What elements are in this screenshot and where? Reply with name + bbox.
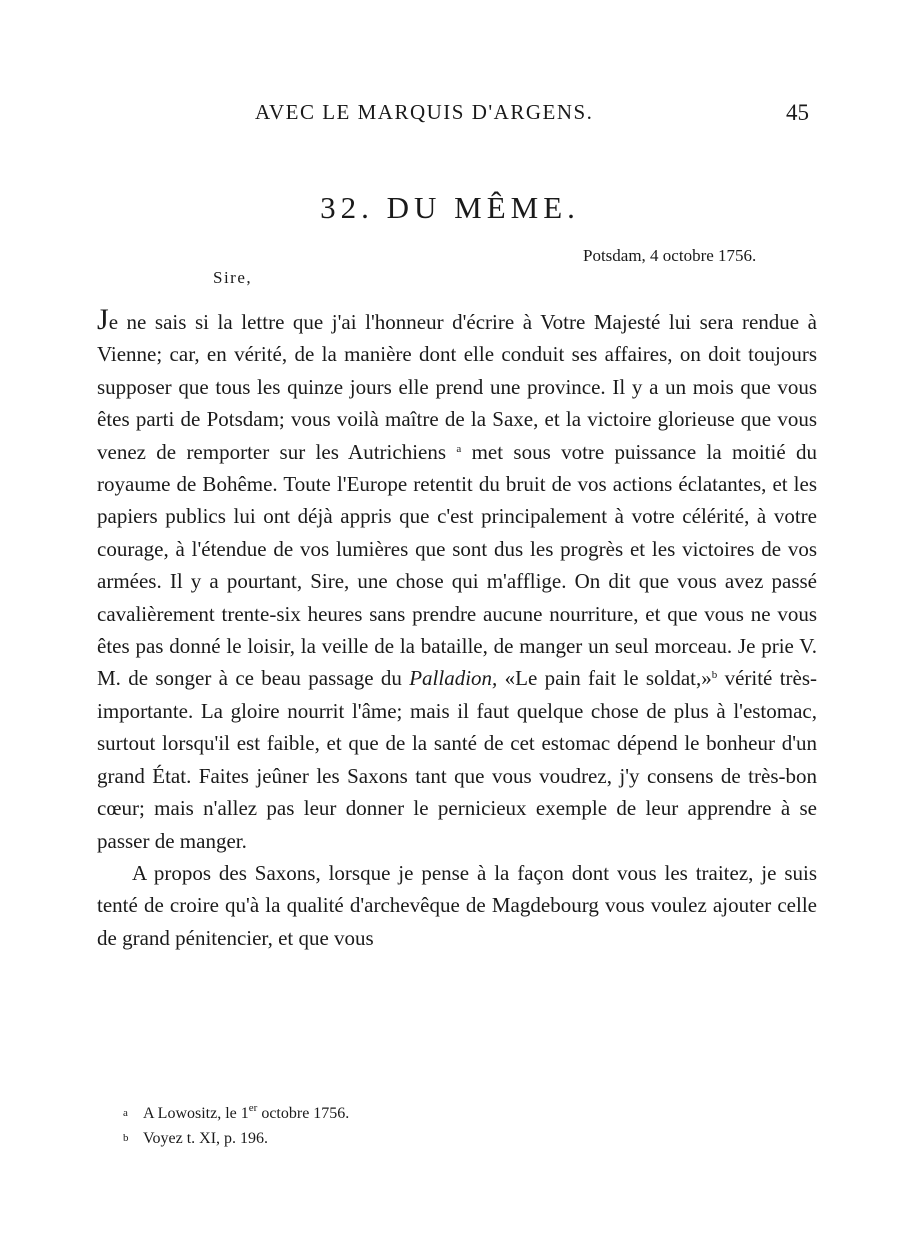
footnote-mark: a: [123, 1107, 128, 1119]
paragraph-1-text-c: «Le pain fait le soldat,»: [497, 666, 712, 691]
footnote-ordinal-sup: er: [248, 1102, 258, 1114]
paragraph-2: A propos des Saxons, lorsque je pense à la façon dont vous les traitez, je suis tenté de croire qu'à la qualité d'archevêque de Magdebourg vous voulez ajouter celle de grand pénitencier, et que vous: [97, 860, 817, 950]
footnote-ref-b[interactable]: b: [711, 669, 718, 682]
running-title: AVEC LE MARQUIS D'ARGENS.: [255, 100, 594, 124]
letter-body: [97, 303, 818, 954]
salutation: Sire,: [213, 268, 253, 287]
drop-cap: J: [97, 303, 109, 336]
letter-title: 32. DU MÊME.: [320, 190, 580, 225]
footnotes: [123, 1101, 349, 1151]
paragraph-1: [97, 303, 818, 857]
footnote-text-end: octobre 1756.: [257, 1105, 350, 1122]
page-number: 45: [786, 100, 809, 125]
paragraph-1-text-a: e ne sais si la lettre que j'ai l'honneur d'écrire à Votre Majesté lui sera rendue à Vienne; car, en vérité, de la manière dont elle conduit ses affaires, on doit toujours supposer que tous les quinze jours elle prend une province. Il y a un mois que vous êtes parti de Potsdam; vous voilà maître de la Saxe, et la victoire glorieuse que vous venez de remporter sur les Autrichiens: [97, 310, 817, 464]
paragraph-1-text-b: met sous votre puissance la moitié du royaume de Bohême. Toute l'Europe retentit du bruit de vos actions éclatantes, et les papiers publics lui ont déjà appris que c'est principalement à votre célérité, à votre courage, à l'étendue de vos lumières que sont dus les progrès et les victoires de vos armées. Il y a pourtant, Sire, une chose qui m'afflige. On dit que vous avez passé cavalièrement trente-six heures sans prendre aucune nourriture, et que vous ne vous êtes pas donné le loisir, la veille de la bataille, de manger un seul morceau. Je prie V. M. de songer à ce beau passage du: [97, 439, 817, 691]
footnote-b: [123, 1126, 349, 1151]
work-title-palladion: Palladion,: [409, 666, 498, 691]
footnote-ref-a[interactable]: a: [456, 442, 462, 455]
footnote-a: [123, 1101, 349, 1126]
footnote-text: A Lowositz, le 1: [143, 1105, 249, 1122]
footnote-mark: b: [123, 1132, 129, 1144]
footnote-text: Voyez t. XI, p. 196.: [143, 1130, 269, 1147]
place-date: Potsdam, 4 octobre 1756.: [583, 246, 757, 265]
running-head: [0, 100, 900, 130]
paragraph-1-text-d: vérité très-importante. La gloire nourrit l'âme; mais il faut quelque chose de plus à l'estomac, surtout lorsqu'il est faible, et que de la santé de cet estomac dépend le bonheur d'un grand État. Faites jeûner les Saxons tant que vous voudrez, j'y consens de très-bon cœur; mais n'allez pas leur donner le pernicieux exemple de leur apprendre à se passer de manger.: [97, 666, 818, 853]
